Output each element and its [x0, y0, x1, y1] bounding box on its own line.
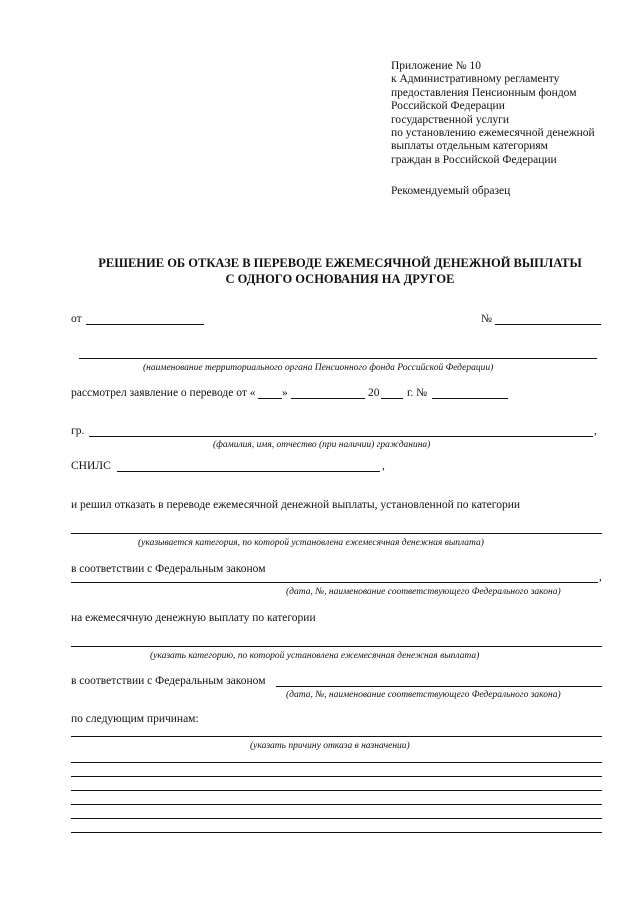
reason-line[interactable]: [71, 790, 602, 791]
app-day-field[interactable]: [258, 398, 282, 399]
reason-line[interactable]: [71, 818, 602, 819]
law-comma: ,: [599, 571, 602, 583]
org-name-field[interactable]: [79, 358, 597, 359]
law-label-1: в соответствии с Федеральным законом: [71, 563, 266, 575]
document-title-line-2: С ОДНОГО ОСНОВАНИЯ НА ДРУГОЕ: [225, 272, 455, 286]
snils-field[interactable]: [117, 471, 380, 472]
appendix-line: предоставления Пенсионным фондом: [391, 86, 577, 99]
law-hint-1: (дата, №, наименование соответствующего Федерального закона): [286, 587, 561, 597]
appendix-line: выплаты отдельным категориям: [391, 140, 548, 153]
reason-line[interactable]: [71, 832, 602, 833]
law-field-2[interactable]: [276, 686, 602, 687]
category-hint: (указывается категория, по которой установлена ежемесячная денежная выплата): [138, 538, 484, 548]
appendix-line: к Административному регламенту: [391, 73, 560, 86]
law-label-2: в соответствии с Федеральным законом: [71, 675, 266, 687]
appendix-line: по установлению ежемесячной денежной: [391, 127, 595, 140]
number-field[interactable]: [495, 324, 601, 325]
law-hint-2: (дата, №, наименование соответствующего Федерального закона): [286, 690, 561, 700]
year-suffix-number-label: г. №: [407, 387, 428, 399]
citizen-name-field[interactable]: [89, 436, 593, 437]
org-name-hint: (наименование территориального органа Пенсионного фонда Российской Федерации): [143, 363, 494, 373]
year-prefix: 20: [368, 387, 380, 399]
appendix-line: граждан в Российской Федерации: [391, 153, 557, 166]
citizen-comma: ,: [594, 425, 597, 437]
recommended-sample-label: Рекомендуемый образец: [391, 185, 511, 197]
quote-close: »: [282, 387, 288, 399]
app-number-field[interactable]: [432, 398, 508, 399]
reason-hint: (указать причину отказа в назначении): [250, 741, 410, 751]
from-date-label: от: [71, 313, 82, 325]
appendix-line: государственной услуги: [391, 113, 510, 126]
reason-line[interactable]: [71, 776, 602, 777]
appendix-line: Российской Федерации: [391, 100, 505, 113]
category-field[interactable]: [71, 533, 602, 534]
app-month-field[interactable]: [291, 398, 365, 399]
decision-text: и решил отказать в переводе ежемесячной денежной выплаты, установленной по категории: [71, 499, 520, 511]
monthly-payment-label: на ежемесячную денежную выплату по категории: [71, 612, 316, 624]
citizen-name-hint: (фамилия, имя, отчество (при наличии) гражданина): [213, 440, 431, 450]
law-field-1[interactable]: [71, 582, 598, 583]
category-field-2[interactable]: [71, 646, 602, 647]
reason-line[interactable]: [71, 804, 602, 805]
document-title-line-1: РЕШЕНИЕ ОБ ОТКАЗЕ В ПЕРЕВОДЕ ЕЖЕМЕСЯЧНОЙ ДЕНЕЖНОЙ ВЫПЛАТЫ: [98, 256, 582, 270]
reason-field[interactable]: [71, 736, 602, 737]
number-label: №: [481, 313, 492, 325]
appendix-line: Приложение № 10: [391, 60, 481, 72]
category-hint-2: (указать категорию, по которой установлена ежемесячная денежная выплата): [150, 651, 480, 661]
citizen-label: гр.: [71, 425, 85, 437]
reasons-label: по следующим причинам:: [71, 713, 199, 725]
app-year-field[interactable]: [381, 398, 403, 399]
appendix-block: [391, 60, 631, 167]
reviewed-label: рассмотрел заявление о переводе от «: [71, 387, 256, 399]
snils-label: СНИЛС: [71, 460, 111, 472]
from-date-field[interactable]: [86, 324, 204, 325]
reason-line[interactable]: [71, 762, 602, 763]
snils-comma: ,: [382, 460, 385, 472]
